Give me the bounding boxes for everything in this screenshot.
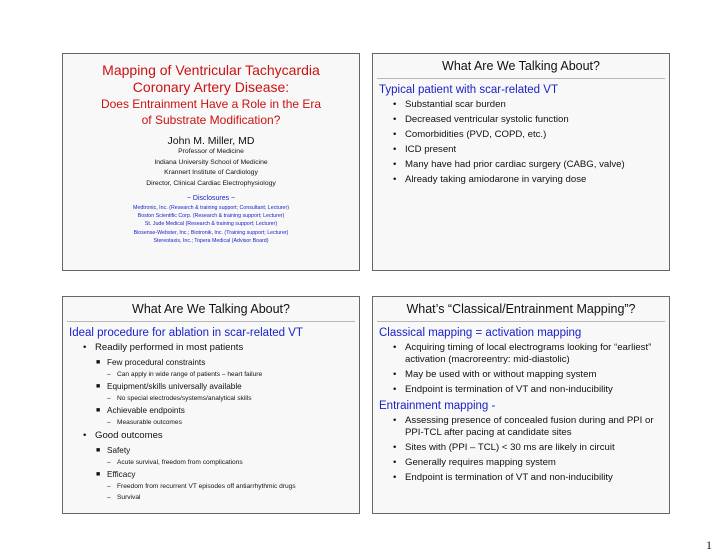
slide-title: What’s “Classical/Entrainment Mapping”? (377, 297, 665, 322)
disclosures-list: Medtronic, Inc. (Research & training support; Consultant; Lecturer) Boston Scientific Corp. (Research & training support; Lecturer) St. Jude Medical (Research & training support; Lecturer) Biosense-Webster, Inc.; Biotronik, Inc. (Training support; Lecturer) Stereotaxis, Inc.; Topera Medical (Advisor Board) (132, 205, 290, 244)
disclosures-heading: ~ Disclosures ~ (186, 195, 236, 202)
list-item: • Already taking amiodarone in varying dose (393, 174, 587, 185)
slide-ideal-procedure (62, 296, 360, 514)
slide-title: What Are We Talking About? (377, 54, 665, 79)
list-item: • May be used with or without mapping system (393, 369, 597, 380)
slide-heading: Typical patient with scar-related VT (379, 84, 558, 96)
list-item: • Decreased ventricular systolic function (393, 114, 569, 125)
list-item: – No special electrodes/systems/analytical skills (107, 395, 252, 402)
list-item: – Acute survival, freedom from complications (107, 459, 243, 466)
list-item: • Comorbidities (PVD, COPD, etc.) (393, 129, 547, 140)
presentation-title: Mapping of Ventricular Tachycardia Coronary Artery Disease: (102, 62, 320, 95)
author-affiliations: Professor of Medicine Indiana University School of Medicine Krannert Institute of Cardiology Director, Clinical Cardiac Electrophysiology (146, 148, 276, 187)
list-item: • Assessing presence of concealed fusion during and PPI or PPI-TCL after pacing at candidate sites (393, 415, 654, 438)
page-number: 1 (706, 538, 712, 552)
list-item: • Substantial scar burden (393, 99, 506, 110)
list-item: • Readily performed in most patients (83, 342, 244, 353)
author-name: John M. Miller, MD (167, 135, 255, 147)
list-item: • Good outcomes (83, 430, 163, 441)
slide-classical-entrainment (372, 296, 670, 514)
list-item: – Can apply in wide range of patients – heart failure (107, 371, 263, 378)
list-item: • Endpoint is termination of VT and non-inducibility (393, 472, 613, 483)
slide-heading: Ideal procedure for ablation in scar-related VT (69, 327, 303, 339)
slide-heading: Entrainment mapping - (379, 400, 496, 412)
list-item: ■ Equipment/skills universally available (96, 382, 242, 391)
slide-title: What Are We Talking About? (67, 297, 355, 322)
list-item: • Endpoint is termination of VT and non-inducibility (393, 384, 613, 395)
list-item: • Sites with (PPI – TCL) < 30 ms are likely in circuit (393, 442, 615, 453)
list-item: – Measurable outcomes (107, 419, 182, 426)
list-item: – Freedom from recurrent VT episodes off antiarrhythmic drugs (107, 483, 296, 490)
list-item: • ICD present (393, 144, 457, 155)
list-item: – Survival (107, 494, 141, 501)
slide-heading: Classical mapping = activation mapping (379, 327, 582, 339)
title-slide (62, 53, 360, 271)
list-item: • Generally requires mapping system (393, 457, 556, 468)
list-item: ■ Safety (96, 446, 131, 455)
presentation-subtitle: Does Entrainment Have a Role in the Era of Substrate Modification? (100, 97, 322, 127)
list-item: ■ Achievable endpoints (96, 406, 185, 415)
list-item: ■ Efficacy (96, 470, 136, 479)
list-item: • Many have had prior cardiac surgery (CABG, valve) (393, 159, 625, 170)
slide-typical-patient (372, 53, 670, 271)
list-item: • Acquiring timing of local electrograms looking for “earliest” activation (macroreentry: mid-diastolic) (393, 342, 652, 365)
list-item: ■ Few procedural constraints (96, 358, 206, 367)
